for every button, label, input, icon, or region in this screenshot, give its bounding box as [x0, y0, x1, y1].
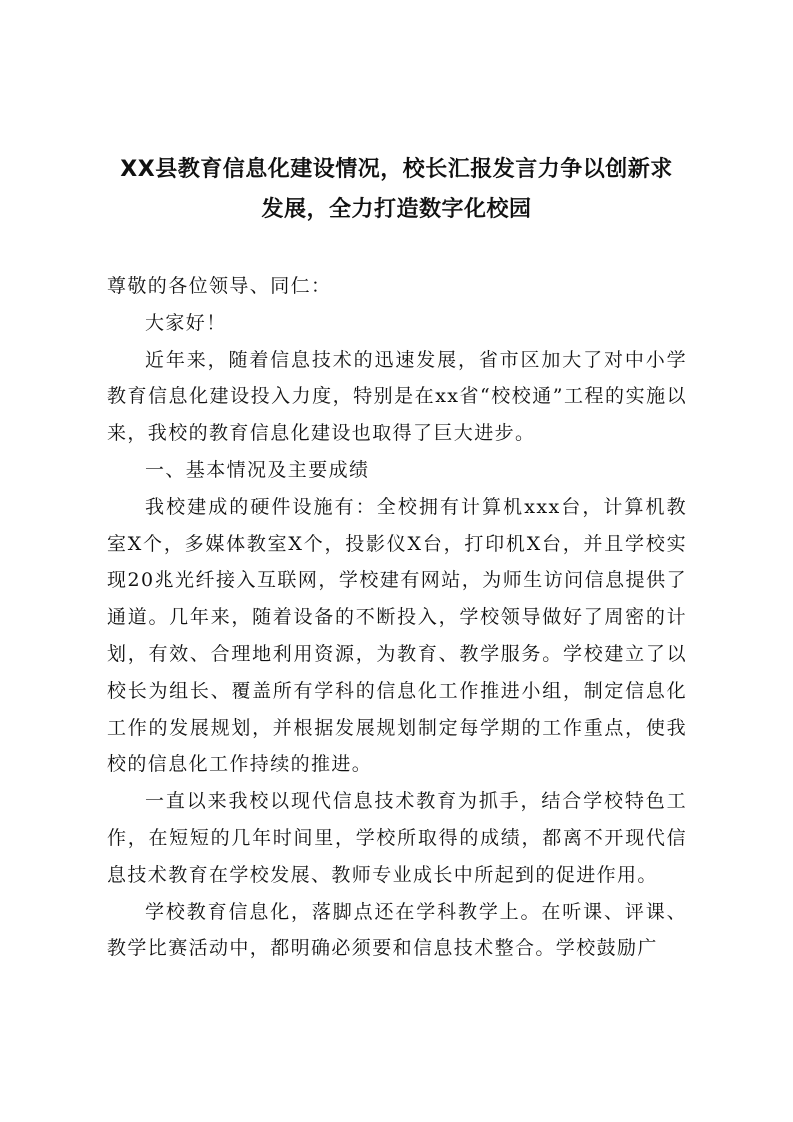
title-line-2: 发展，全力打造数字化校园: [261, 197, 532, 222]
salutation: 尊敬的各位领导、同仁：: [107, 275, 332, 297]
paragraph-teaching: 学校教育信息化，落脚点还在学科教学上。在听课、评课、教学比赛活动中，都明确必须要和信息技术整合。学校鼓励广: [107, 900, 687, 960]
paragraph-hardware: 我校建成的硬件设施有：全校拥有计算机xxx台，计算机教室X个，多媒体教室X个，投影仪X台，打印机X台，并且学校实现20兆光纤接入互联网，学校建有网站，为师生访问信息提供了通道。几年来，随着设备的不断投入，学校领导做好了周密的计划，有效、合理地利用资源，为教育、教学服务。学校建立了以校长为组长、覆盖所有学科的信息化工作推进小组，制定信息化工作的发展规划，并根据发展规划制定每学期的工作重点，使我校的信息化工作持续的推进。: [107, 495, 687, 776]
document-body: [107, 268, 687, 967]
paragraph-intro: 近年来，随着信息技术的迅速发展，省市区加大了对中小学教育信息化建设投入力度，特别是在xx省“校校通”工程的实施以来，我校的教育信息化建设也取得了巨大进步。: [107, 348, 687, 445]
document-title: [100, 150, 693, 230]
section-heading: 一、基本情况及主要成绩: [145, 458, 370, 481]
title-line-1: XX县教育信息化建设情况，校长汇报发言力争以创新求: [120, 157, 673, 182]
greeting: 大家好！: [145, 311, 227, 334]
paragraph-achievements: 一直以来我校以现代信息技术教育为抓手，结合学校特色工作，在短短的几年时间里，学校所取得的成绩，都离不开现代信息技术教育在学校发展、教师专业成长中所起到的促进作用。: [107, 790, 687, 886]
